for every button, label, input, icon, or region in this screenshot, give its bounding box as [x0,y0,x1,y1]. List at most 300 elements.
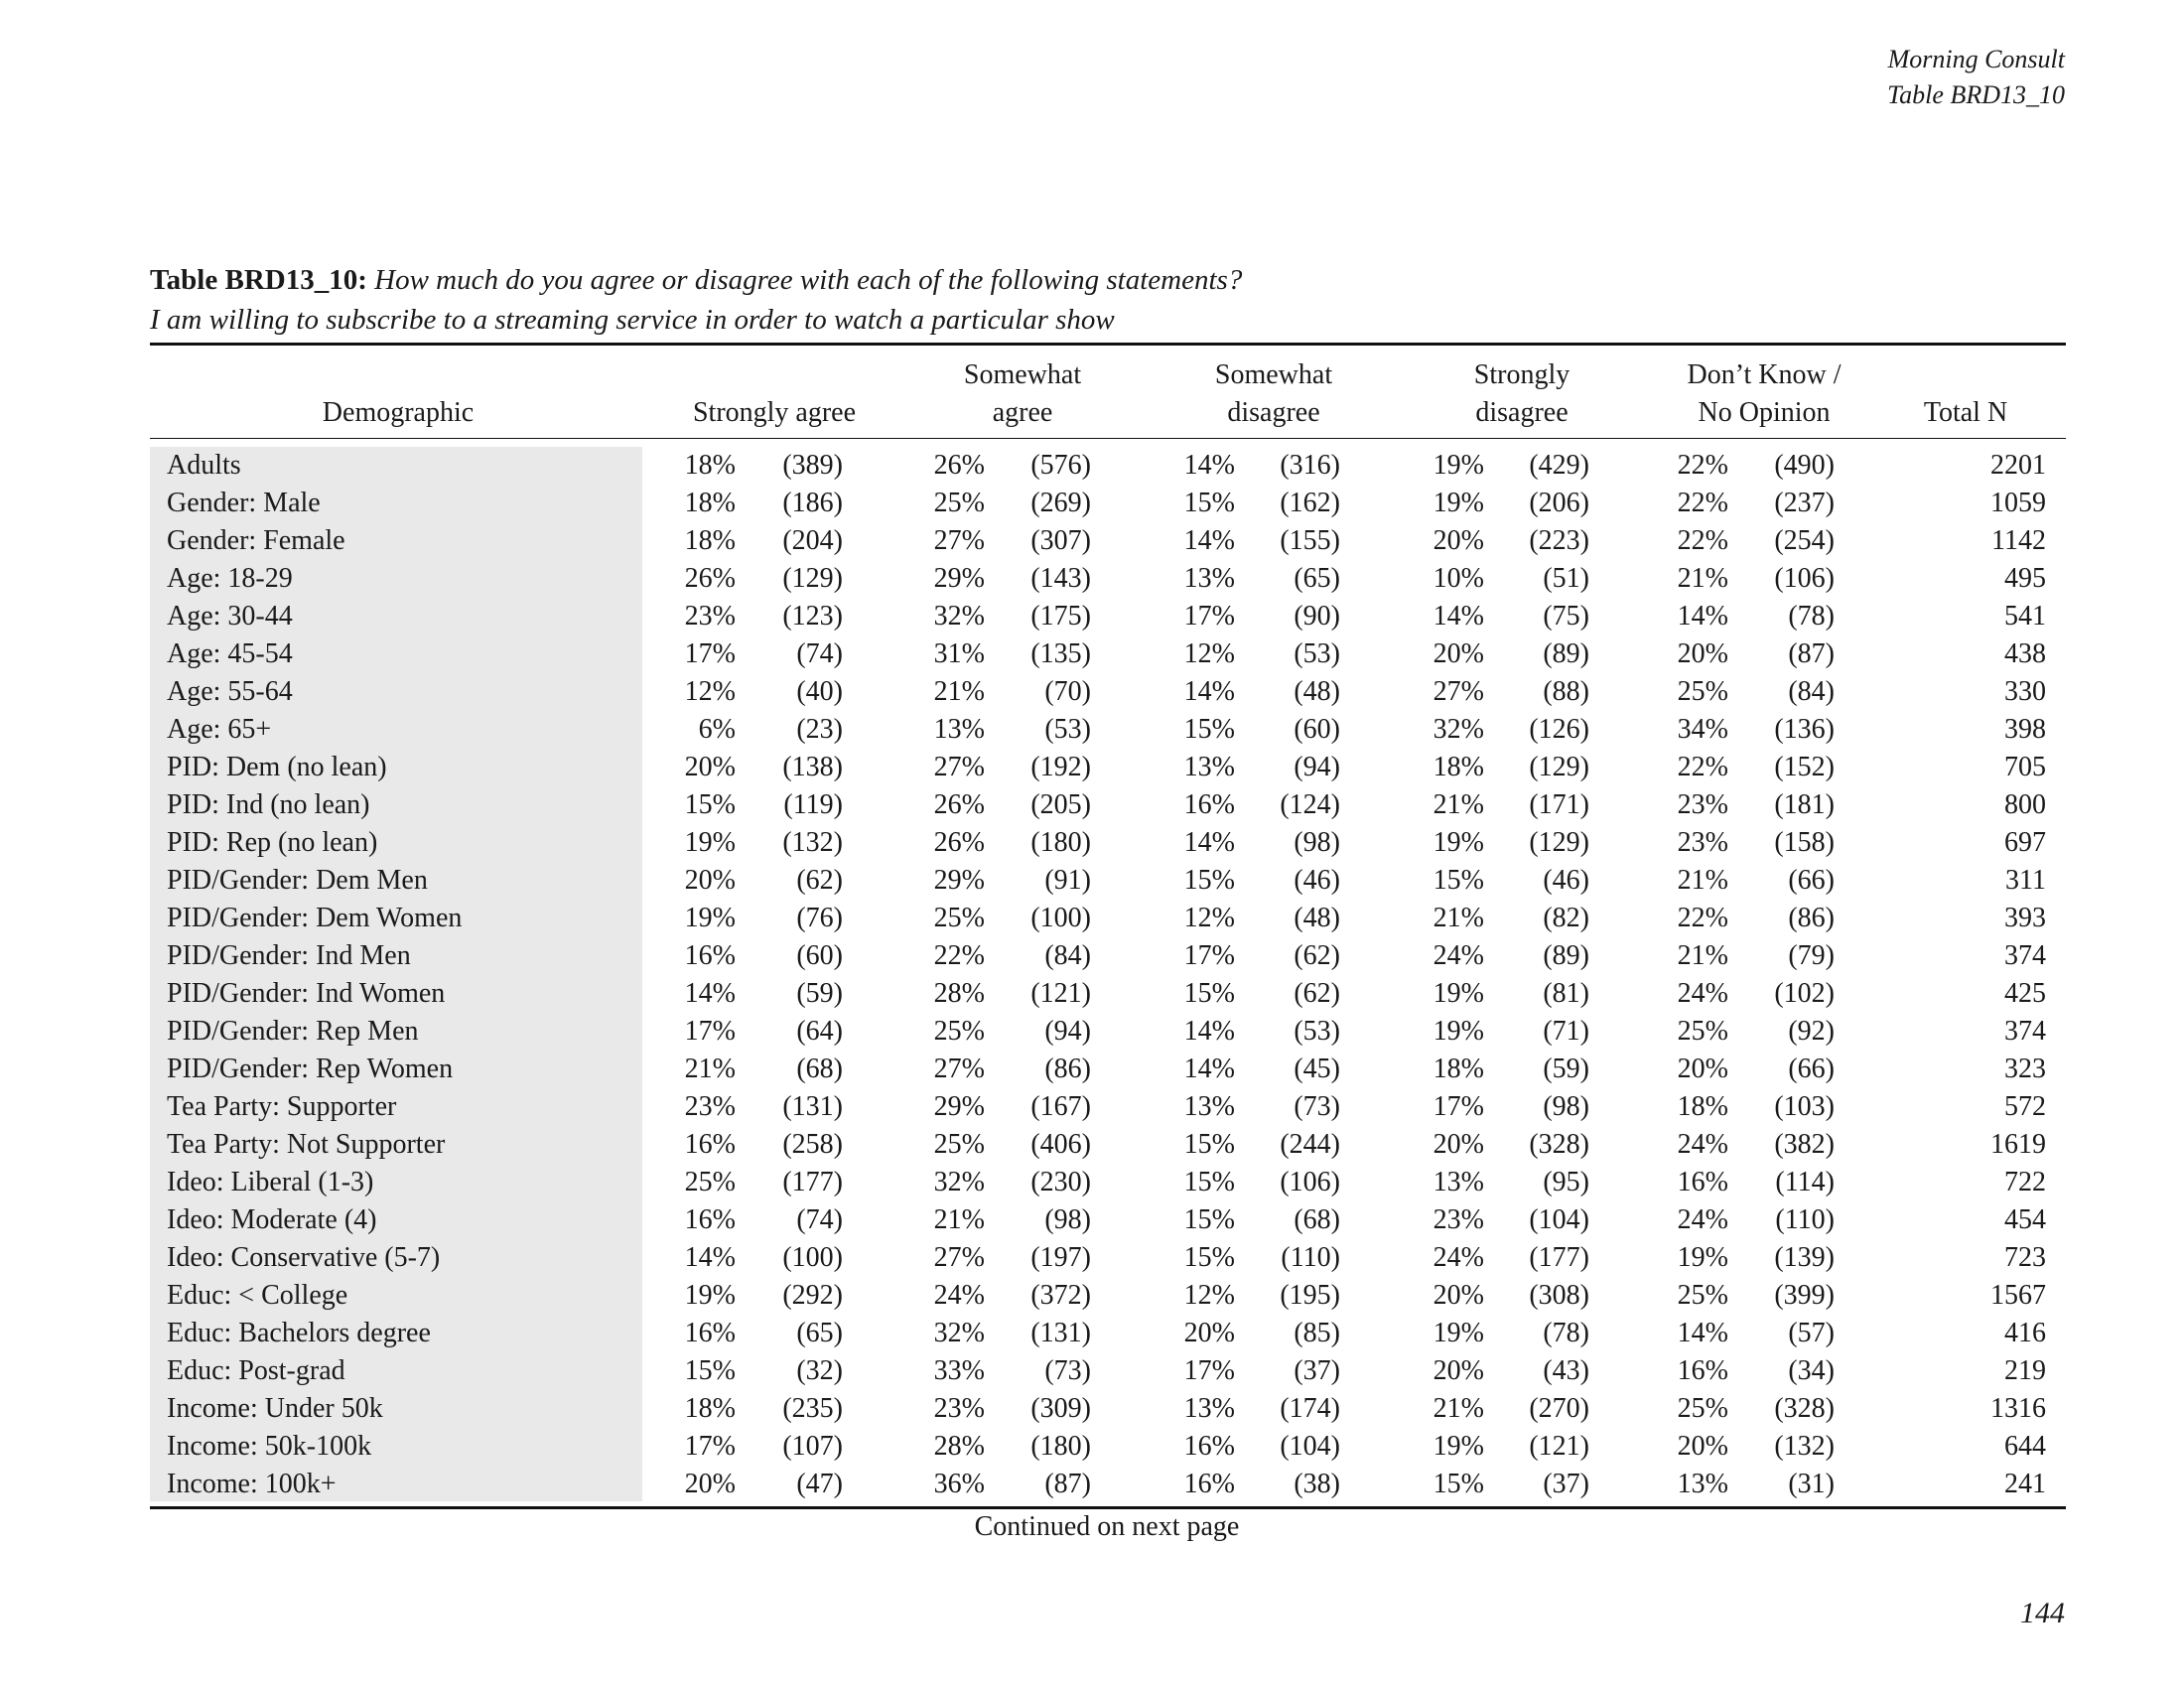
percent-cell: 22% [1677,450,1728,481]
count-cell: (31) [1788,1469,1835,1499]
count-cell: (95) [1543,1167,1589,1197]
total-n-cell: 705 [2004,752,2046,782]
count-cell: (34) [1788,1355,1835,1386]
total-n-cell: 374 [2004,940,2046,971]
count-cell: (76) [796,903,843,933]
table-label: Table BRD13_10: [150,264,367,296]
percent-cell: 19% [684,827,736,858]
count-cell: (85) [1294,1318,1340,1348]
count-cell: (102) [1774,978,1835,1009]
row-label: Gender: Female [167,525,345,556]
count-cell: (89) [1543,940,1589,971]
count-cell: (192) [1030,752,1091,782]
count-cell: (107) [782,1431,843,1462]
total-n-cell: 374 [2004,1016,2046,1047]
row-label: PID/Gender: Dem Men [167,865,428,896]
count-cell: (88) [1543,676,1589,707]
count-cell: (132) [782,827,843,858]
percent-cell: 16% [1677,1167,1728,1197]
total-n-cell: 541 [2004,601,2046,632]
percent-cell: 14% [1183,1054,1235,1084]
percent-cell: 14% [1183,827,1235,858]
count-cell: (205) [1030,789,1091,820]
count-cell: (429) [1529,450,1589,481]
percent-cell: 25% [1677,1280,1728,1311]
count-cell: (57) [1788,1318,1835,1348]
count-cell: (103) [1774,1091,1835,1122]
percent-cell: 18% [1677,1091,1728,1122]
count-cell: (135) [1030,638,1091,669]
percent-cell: 18% [684,450,736,481]
percent-cell: 15% [1183,714,1235,745]
count-cell: (66) [1788,865,1835,896]
table-row [150,485,2066,522]
count-cell: (65) [796,1318,843,1348]
total-n-cell: 311 [2005,865,2046,896]
percent-cell: 13% [1183,1091,1235,1122]
count-cell: (73) [1294,1091,1340,1122]
count-cell: (48) [1294,903,1340,933]
count-cell: (74) [796,1204,843,1235]
count-cell: (155) [1280,525,1340,556]
count-cell: (43) [1543,1355,1589,1386]
total-n-cell: 800 [2004,789,2046,820]
table-statement: I am willing to subscribe to a streaming service in order to watch a particular show [150,304,1115,336]
percent-cell: 29% [933,563,985,594]
count-cell: (37) [1294,1355,1340,1386]
count-cell: (309) [1030,1393,1091,1424]
count-cell: (308) [1529,1280,1589,1311]
count-cell: (270) [1529,1393,1589,1424]
percent-cell: 17% [684,1016,736,1047]
percent-cell: 15% [1433,865,1484,896]
count-cell: (92) [1788,1016,1835,1047]
column-header-somewhat-disagree: Somewhat disagree [1214,359,1333,428]
table-row [150,560,2066,598]
percent-cell: 13% [1183,563,1235,594]
table-row [150,1239,2066,1277]
publisher-name: Morning Consult [1887,45,2065,73]
percent-cell: 16% [684,1129,736,1160]
total-n-cell: 1142 [1991,525,2046,556]
percent-cell: 31% [933,638,985,669]
percent-cell: 13% [933,714,985,745]
count-cell: (174) [1280,1393,1340,1424]
percent-cell: 20% [1677,1054,1728,1084]
count-cell: (71) [1543,1016,1589,1047]
count-cell: (38) [1294,1469,1340,1499]
percent-cell: 17% [684,638,736,669]
count-cell: (53) [1294,638,1340,669]
percent-cell: 14% [1677,1318,1728,1348]
percent-cell: 12% [1183,638,1235,669]
count-cell: (114) [1775,1167,1835,1197]
count-cell: (40) [796,676,843,707]
count-cell: (87) [1788,638,1835,669]
total-n-cell: 241 [2004,1469,2046,1499]
count-cell: (181) [1774,789,1835,820]
header-rule [150,438,2066,439]
table-row [150,1315,2066,1352]
page-header [1887,42,2065,113]
percent-cell: 20% [1433,1280,1484,1311]
count-cell: (64) [796,1016,843,1047]
percent-cell: 24% [1433,1242,1484,1273]
table-row [150,1277,2066,1315]
percent-cell: 25% [1677,676,1728,707]
count-cell: (60) [1294,714,1340,745]
percent-cell: 14% [1183,1016,1235,1047]
percent-cell: 19% [684,1280,736,1311]
row-label: PID/Gender: Rep Men [167,1016,419,1047]
percent-cell: 15% [1183,1242,1235,1273]
percent-cell: 26% [933,450,985,481]
count-cell: (258) [782,1129,843,1160]
count-cell: (175) [1030,601,1091,632]
count-cell: (136) [1774,714,1835,745]
count-cell: (110) [1281,1242,1340,1273]
count-cell: (60) [796,940,843,971]
percent-cell: 25% [933,903,985,933]
row-label: Ideo: Moderate (4) [167,1204,377,1235]
count-cell: (45) [1294,1054,1340,1084]
percent-cell: 20% [1183,1318,1235,1348]
table-row [150,1466,2066,1503]
count-cell: (78) [1543,1318,1589,1348]
count-cell: (86) [1788,903,1835,933]
count-cell: (73) [1044,1355,1091,1386]
row-label: PID/Gender: Ind Women [167,978,446,1009]
count-cell: (139) [1774,1242,1835,1273]
percent-cell: 16% [1183,1469,1235,1499]
count-cell: (292) [782,1280,843,1311]
percent-cell: 20% [1677,638,1728,669]
count-cell: (91) [1044,865,1091,896]
row-label: Age: 30-44 [167,601,293,632]
count-cell: (197) [1030,1242,1091,1273]
percent-cell: 24% [1677,1129,1728,1160]
percent-cell: 21% [1433,903,1484,933]
count-cell: (46) [1543,865,1589,896]
percent-cell: 19% [1433,1016,1484,1047]
percent-cell: 15% [1183,1129,1235,1160]
table-row [150,1201,2066,1239]
count-cell: (47) [796,1469,843,1499]
count-cell: (62) [796,865,843,896]
count-cell: (195) [1280,1280,1340,1311]
table-row [150,937,2066,975]
percent-cell: 17% [1183,1355,1235,1386]
total-n-cell: 722 [2004,1167,2046,1197]
column-header-total-n: Total N [1923,397,2008,428]
count-cell: (328) [1529,1129,1589,1160]
count-cell: (46) [1294,865,1340,896]
column-header-somewhat-agree: Somewhat agree [963,359,1082,428]
count-cell: (131) [1030,1318,1091,1348]
percent-cell: 15% [1183,1204,1235,1235]
percent-cell: 25% [684,1167,736,1197]
percent-cell: 23% [684,1091,736,1122]
percent-cell: 16% [684,1204,736,1235]
row-label: Income: 100k+ [167,1469,337,1499]
percent-cell: 15% [1183,488,1235,518]
count-cell: (62) [1294,940,1340,971]
count-cell: (68) [1294,1204,1340,1235]
table-reference: Table BRD13_10 [1887,80,2065,109]
count-cell: (129) [782,563,843,594]
percent-cell: 29% [933,1091,985,1122]
percent-cell: 27% [933,752,985,782]
total-n-cell: 438 [2004,638,2046,669]
row-label: Income: Under 50k [167,1393,383,1424]
total-n-cell: 323 [2004,1054,2046,1084]
percent-cell: 15% [1433,1469,1484,1499]
percent-cell: 26% [684,563,736,594]
percent-cell: 23% [684,601,736,632]
count-cell: (490) [1774,450,1835,481]
count-cell: (23) [796,714,843,745]
row-label: Tea Party: Not Supporter [167,1129,446,1160]
percent-cell: 19% [1433,1318,1484,1348]
count-cell: (62) [1294,978,1340,1009]
count-cell: (316) [1280,450,1340,481]
percent-cell: 15% [684,1355,736,1386]
count-cell: (65) [1294,563,1340,594]
total-n-cell: 330 [2004,676,2046,707]
total-n-cell: 495 [2004,563,2046,594]
count-cell: (230) [1030,1167,1091,1197]
percent-cell: 14% [1183,525,1235,556]
percent-cell: 21% [1433,789,1484,820]
table-row [150,1164,2066,1201]
row-label: PID: Dem (no lean) [167,752,387,782]
percent-cell: 18% [684,525,736,556]
count-cell: (180) [1030,827,1091,858]
count-cell: (372) [1030,1280,1091,1311]
percent-cell: 18% [684,1393,736,1424]
percent-cell: 33% [933,1355,985,1386]
table-row [150,862,2066,900]
count-cell: (576) [1030,450,1091,481]
count-cell: (223) [1529,525,1589,556]
count-cell: (106) [1774,563,1835,594]
count-cell: (328) [1774,1393,1835,1424]
percent-cell: 19% [1433,978,1484,1009]
table-title [150,260,2066,340]
percent-cell: 17% [1183,940,1235,971]
percent-cell: 13% [1183,1393,1235,1424]
percent-cell: 16% [684,1318,736,1348]
percent-cell: 21% [933,1204,985,1235]
row-label: Ideo: Liberal (1-3) [167,1167,374,1197]
count-cell: (123) [782,601,843,632]
row-label: Educ: Bachelors degree [167,1318,431,1348]
percent-cell: 12% [1183,1280,1235,1311]
count-cell: (180) [1030,1431,1091,1462]
count-cell: (177) [1529,1242,1589,1273]
percent-cell: 19% [1677,1242,1728,1273]
total-n-cell: 572 [2004,1091,2046,1122]
percent-cell: 16% [1183,789,1235,820]
total-n-cell: 697 [2004,827,2046,858]
percent-cell: 19% [1433,450,1484,481]
count-cell: (162) [1280,488,1340,518]
count-cell: (51) [1543,563,1589,594]
column-header-strongly-disagree: Strongly disagree [1473,359,1570,428]
count-cell: (382) [1774,1129,1835,1160]
total-n-cell: 644 [2004,1431,2046,1462]
percent-cell: 14% [1433,601,1484,632]
row-label: Educ: < College [167,1280,348,1311]
percent-cell: 20% [684,865,736,896]
column-header-strongly-agree: Strongly agree [692,397,857,428]
row-label: Age: 45-54 [167,638,293,669]
count-cell: (106) [1280,1167,1340,1197]
count-cell: (110) [1775,1204,1835,1235]
count-cell: (53) [1044,714,1091,745]
total-n-cell: 416 [2004,1318,2046,1348]
count-cell: (78) [1788,601,1835,632]
percent-cell: 16% [1677,1355,1728,1386]
percent-cell: 24% [1677,978,1728,1009]
percent-cell: 25% [933,1016,985,1047]
total-n-cell: 1567 [1990,1280,2046,1311]
total-n-cell: 1619 [1990,1129,2046,1160]
table-row [150,673,2066,711]
percent-cell: 20% [1433,1355,1484,1386]
percent-cell: 32% [933,1167,985,1197]
percent-cell: 25% [1677,1393,1728,1424]
count-cell: (59) [1543,1054,1589,1084]
percent-cell: 20% [1677,1431,1728,1462]
percent-cell: 22% [1677,903,1728,933]
table-row [150,598,2066,635]
count-cell: (131) [782,1091,843,1122]
percent-cell: 32% [1433,714,1484,745]
row-label: Educ: Post-grad [167,1355,345,1386]
count-cell: (100) [1030,903,1091,933]
table-top-rule [150,343,2066,346]
table-row [150,975,2066,1013]
table-row [150,749,2066,786]
count-cell: (59) [796,978,843,1009]
count-cell: (100) [782,1242,843,1273]
count-cell: (186) [782,488,843,518]
percent-cell: 21% [1677,940,1728,971]
percent-cell: 15% [1183,1167,1235,1197]
percent-cell: 14% [684,1242,736,1273]
count-cell: (143) [1030,563,1091,594]
table-row [150,1126,2066,1164]
percent-cell: 19% [1433,827,1484,858]
percent-cell: 10% [1433,563,1484,594]
count-cell: (53) [1294,1016,1340,1047]
count-cell: (82) [1543,903,1589,933]
table-row [150,1013,2066,1051]
percent-cell: 32% [933,601,985,632]
table-row [150,1051,2066,1088]
table-row [150,900,2066,937]
percent-cell: 17% [1433,1091,1484,1122]
data-table-body [150,447,2066,1503]
percent-cell: 21% [1677,865,1728,896]
row-label: Ideo: Conservative (5-7) [167,1242,441,1273]
percent-cell: 26% [933,827,985,858]
percent-cell: 26% [933,789,985,820]
percent-cell: 15% [684,789,736,820]
percent-cell: 22% [1677,488,1728,518]
count-cell: (204) [782,525,843,556]
count-cell: (129) [1529,827,1589,858]
percent-cell: 25% [933,488,985,518]
table-row [150,447,2066,485]
total-n-cell: 219 [2004,1355,2046,1386]
percent-cell: 23% [1433,1204,1484,1235]
column-header-demographic: Demographic [322,397,475,428]
percent-cell: 21% [933,676,985,707]
percent-cell: 22% [1677,525,1728,556]
count-cell: (81) [1543,978,1589,1009]
count-cell: (87) [1044,1469,1091,1499]
row-label: Age: 18-29 [167,563,293,594]
percent-cell: 32% [933,1318,985,1348]
table-row [150,1088,2066,1126]
percent-cell: 17% [1183,601,1235,632]
percent-cell: 16% [1183,1431,1235,1462]
count-cell: (126) [1529,714,1589,745]
percent-cell: 27% [933,1242,985,1273]
page-number: 144 [2020,1597,2065,1629]
percent-cell: 20% [1433,638,1484,669]
table-row [150,522,2066,560]
total-n-cell: 393 [2004,903,2046,933]
percent-cell: 21% [684,1054,736,1084]
count-cell: (124) [1280,789,1340,820]
percent-cell: 20% [684,752,736,782]
count-cell: (307) [1030,525,1091,556]
table-question: How much do you agree or disagree with each of the following statements? [374,264,1243,296]
count-cell: (177) [782,1167,843,1197]
count-cell: (70) [1044,676,1091,707]
percent-cell: 21% [1433,1393,1484,1424]
count-cell: (104) [1280,1431,1340,1462]
count-cell: (389) [782,450,843,481]
count-cell: (84) [1044,940,1091,971]
percent-cell: 13% [1433,1167,1484,1197]
percent-cell: 22% [933,940,985,971]
total-n-cell: 2201 [1990,450,2046,481]
count-cell: (254) [1774,525,1835,556]
percent-cell: 18% [1433,752,1484,782]
percent-cell: 19% [1433,1431,1484,1462]
percent-cell: 27% [933,1054,985,1084]
row-label: Tea Party: Supporter [167,1091,397,1122]
count-cell: (121) [1529,1431,1589,1462]
total-n-cell: 398 [2004,714,2046,745]
percent-cell: 29% [933,865,985,896]
row-label: Gender: Male [167,488,321,518]
row-label: PID/Gender: Dem Women [167,903,463,933]
percent-cell: 28% [933,978,985,1009]
table-row [150,1390,2066,1428]
percent-cell: 12% [684,676,736,707]
percent-cell: 20% [1433,1129,1484,1160]
percent-cell: 34% [1677,714,1728,745]
count-cell: (121) [1030,978,1091,1009]
percent-cell: 24% [933,1280,985,1311]
percent-cell: 16% [684,940,736,971]
count-cell: (132) [1774,1431,1835,1462]
